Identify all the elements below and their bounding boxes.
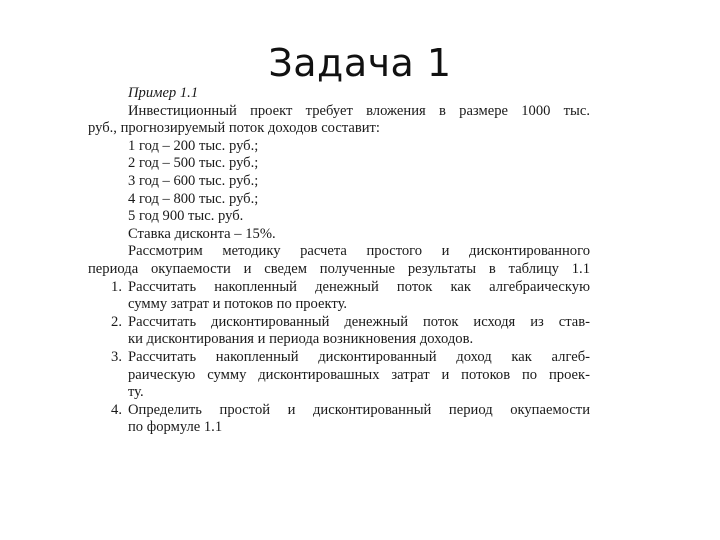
year-line-3: 3 год – 600 тыс. руб.; bbox=[128, 172, 259, 189]
method-line-1: Рассмотрим методику расчета простого и дисконтированного bbox=[128, 243, 590, 260]
intro-line-1: Инвестиционный проект требует вложения в размере 1000 тыс. bbox=[128, 102, 590, 119]
step-number: 4. bbox=[111, 401, 122, 418]
step-text-line: Рассчитать накопленный дисконтированный доход как алгеб- bbox=[128, 348, 590, 365]
year-line-5: 5 год 900 тыс. руб. bbox=[128, 208, 244, 225]
step-4 bbox=[88, 402, 590, 437]
year-line-2: 2 год – 500 тыс. руб.; bbox=[128, 155, 259, 172]
slide-title: Задача 1 bbox=[268, 41, 452, 85]
step-number: 1. bbox=[111, 278, 122, 295]
step-text-line: сумму затрат и потоков по проекту. bbox=[128, 296, 348, 313]
discount-rate: Ставка дисконта – 15%. bbox=[128, 225, 276, 242]
step-text-line: Рассчитать дисконтированный денежный поток исходя из став- bbox=[128, 313, 590, 330]
step-text-line: ки дисконтирования и периода возникновения доходов. bbox=[128, 331, 474, 348]
step-text-line: Определить простой и дисконтированный период окупаемости bbox=[128, 401, 590, 418]
step-text-line: раическую сумму дисконтировашных затрат и потоков по проек- bbox=[128, 366, 590, 383]
example-heading: Пример 1.1 bbox=[128, 85, 199, 101]
method-line-2: периода окупаемости и сведем полученные результаты в таблицу 1.1 bbox=[88, 260, 590, 277]
step-number: 3. bbox=[111, 348, 122, 365]
year-line-1: 1 год – 200 тыс. руб.; bbox=[128, 137, 259, 154]
step-2 bbox=[88, 314, 590, 349]
step-number: 2. bbox=[111, 313, 122, 330]
step-text-line: по формуле 1.1 bbox=[128, 419, 223, 436]
step-text-line: Рассчитать накопленный денежный поток как алгебраическую bbox=[128, 278, 590, 295]
year-line-4: 4 год – 800 тыс. руб.; bbox=[128, 190, 259, 207]
step-1 bbox=[88, 279, 590, 314]
step-text-line: ту. bbox=[128, 384, 144, 401]
intro-line-2: руб., прогнозируемый поток доходов составит: bbox=[88, 120, 380, 137]
step-3 bbox=[88, 349, 590, 402]
scanned-text-block bbox=[88, 85, 590, 437]
